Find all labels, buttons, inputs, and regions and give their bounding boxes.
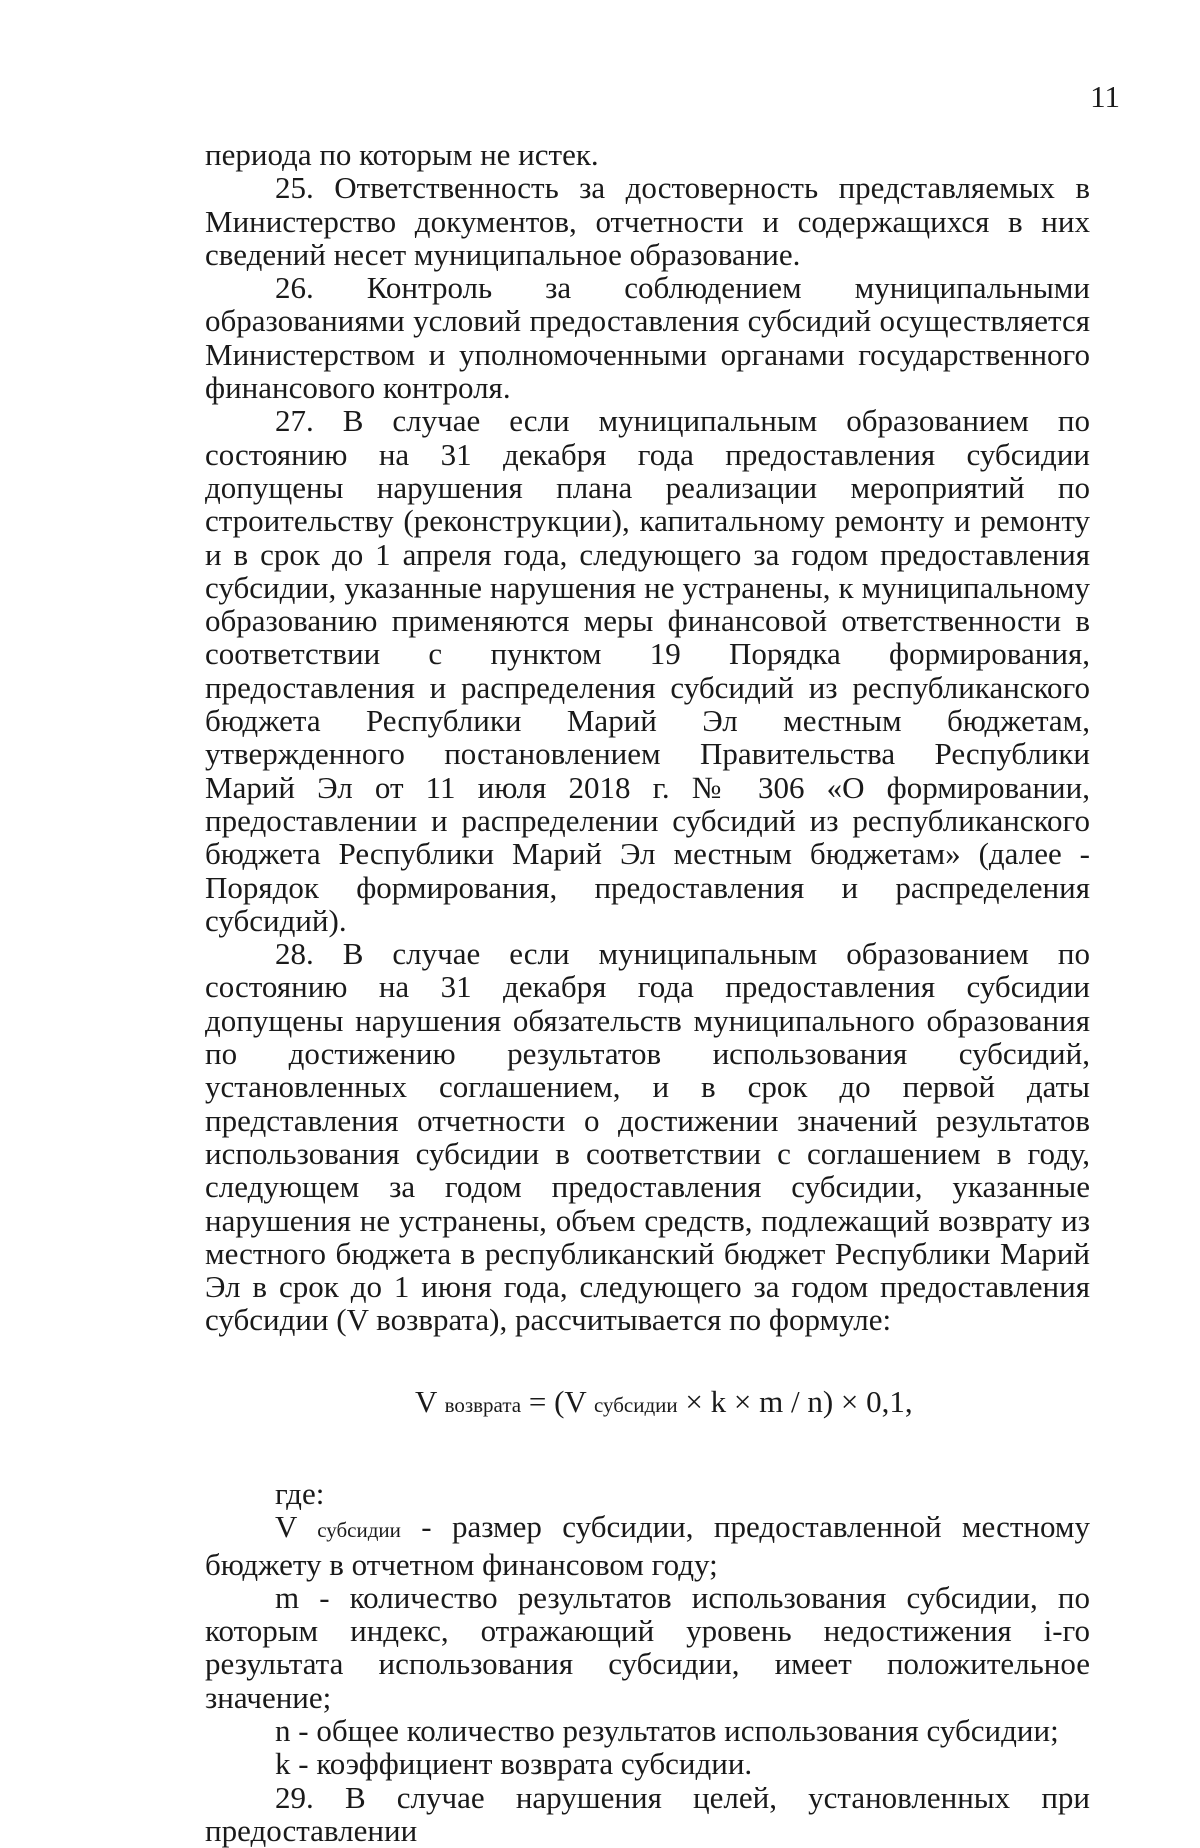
formula-eq-open: = (V	[521, 1383, 594, 1419]
formula-tail: × k × m / n) × 0,1,	[677, 1383, 913, 1419]
formula-v: V	[415, 1383, 437, 1419]
formula-sub-return: возврата	[444, 1392, 522, 1417]
document-body	[205, 138, 1090, 1847]
paragraph-28: 28. В случае если муниципальным образованием по состоянию на 31 декабря года предоставления субсидии допущены нарушения обязательств муниципального образования по достижению результатов использования субсидий, установленных соглашением, и в срок до первой даты представления отчетности о достижении значений результатов использования субсидии в соответствии с соглашением в году, следующем за годом предоставления субсидии, указанные нарушения не устранены, объем средств, подлежащий возврату из местного бюджета в республиканский бюджет Республики Марий Эл в срок до 1 июня года, следующего за годом предоставления субсидии (V возврата), рассчитывается по формуле:	[205, 936, 1090, 1338]
page-number: 11	[1090, 79, 1120, 114]
paragraph-26: 26. Контроль за соблюдением муниципальными образованиями условий предоставления субсидий осуществляется Министерством и уполномоченными органами государственного финансового контроля.	[205, 270, 1090, 406]
paragraph-continuation: периода по которым не истек.	[205, 137, 599, 172]
return-formula	[205, 1385, 1090, 1422]
definition-v-sub: субсидии	[317, 1518, 401, 1543]
paragraph-29: 29. В случае нарушения целей, установленных при предоставлении	[205, 1779, 1090, 1848]
definition-n: n - общее количество результатов использования субсидии;	[275, 1713, 1059, 1749]
paragraph-27: 27. В случае если муниципальным образованием по состоянию на 31 декабря года предоставления субсидии допущены нарушения плана реализации мероприятий по строительству (реконструкции), капитальному ремонту и ремонту и в срок до 1 апреля года, следующего за годом предоставления субсидии, указанные нарушения не устранены, к муниципальному образованию применяются меры финансовой ответственности в соответствии с пунктом 19 Порядка формирования, предоставления и распределения субсидий из республиканского бюджета Республики Марий Эл местным бюджетам, утвержденного постановлением Правительства Республики Марий Эл от 11 июля 2018 г. № 306 «О формировании, предоставлении и распределении субсидий из республиканского бюджета Республики Марий Эл местным бюджетам» (далее - Порядок формирования, предоставления и распределения субсидий).	[205, 403, 1090, 938]
definition-k: k - коэффициент возврата субсидии.	[275, 1746, 753, 1782]
formula-sub-subsidy: субсидии	[593, 1392, 678, 1417]
definition-v-text: - размер субсидии, предоставленной местному бюджету в отчетном финансовом году;	[205, 1509, 1090, 1582]
paragraph-25: 25. Ответственность за достоверность представляемых в Министерство документов, отчетности и содержащихся в них сведений несет муниципальное образование.	[205, 170, 1090, 272]
where-label: где:	[275, 1475, 325, 1511]
definition-m: m - количество результатов использования субсидии, по которым индекс, отражающий уровень недостижения i-го результата использования субсидии, имеет положительное значение;	[205, 1579, 1090, 1715]
definition-v-symbol: V	[275, 1509, 297, 1545]
definition-v-subsidy	[205, 1510, 1090, 1581]
